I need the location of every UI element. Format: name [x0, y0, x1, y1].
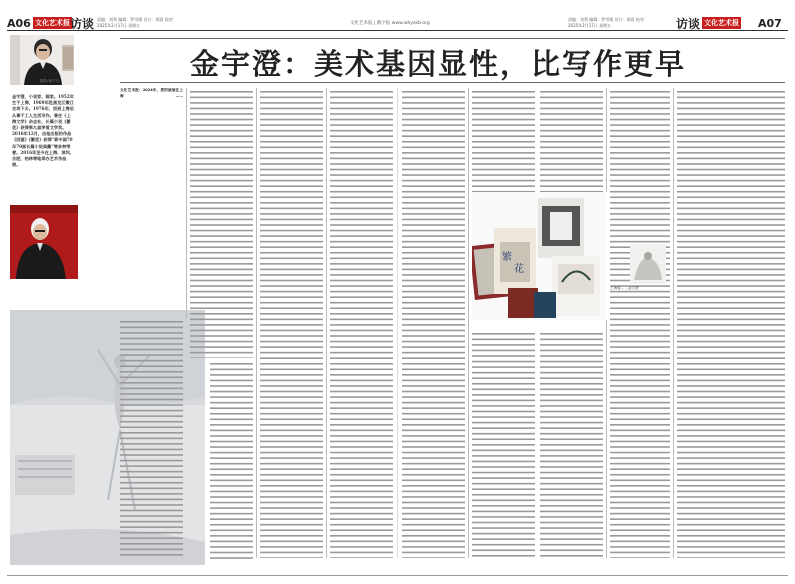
article-column-7 — [402, 88, 465, 558]
article-column-10 — [610, 88, 670, 558]
author-bio: 金宇澄，小说家、画家。1952年生于上海，1969年赴黑龙江嫩江农场下乡。1976年，回到上海后从事于工人生活写作。曾任《上海文学》杂志社、长篇小说《繁花》获得第九届茅盾文学奖。2016年12月，由他出版的作品《回望》《繁花》获得“新中国70年70部长篇小说典藏”等多种荣誉。2016年至今在上海、深圳、合肥、柏林等地举办艺术作品展。 — [12, 94, 74, 168]
right-photo-caption: 上海卷……金宇澄 — [610, 286, 639, 290]
intro-question: 文化艺术报：2024年，您的画展在上海…… — [120, 88, 183, 98]
column-divider — [256, 88, 257, 558]
column-divider — [326, 88, 327, 558]
bottom-rule — [7, 575, 788, 576]
article-column-12 — [472, 330, 535, 558]
right-page-number: A07 — [758, 17, 782, 30]
right-column-tag: 访谈 — [676, 17, 701, 31]
svg-text:繁: 繁 — [502, 252, 512, 263]
author-photo-red-background — [10, 205, 78, 279]
article-column-6 — [210, 360, 253, 560]
left-meta-line2: 2025年2月17日 星期五 — [97, 23, 141, 28]
svg-text:花: 花 — [514, 264, 524, 275]
small-painting-right — [630, 244, 666, 284]
book-covers-image — [472, 192, 607, 320]
article-column-3 — [260, 88, 323, 558]
right-meta-line2: 2025年2月17日 星期五 — [568, 23, 612, 28]
left-masthead: 文化艺术报 — [35, 18, 70, 27]
gutter — [397, 88, 398, 558]
headline-rule-top — [120, 38, 785, 39]
left-page-number: A06 — [7, 17, 31, 30]
center-header: 文化艺术报 | 数字报 www.whyskb.org — [350, 21, 430, 26]
book-covers-caption — [472, 322, 607, 330]
left-meta-line1: 责编：刘利 编辑：罗雪晴 设计：郑爱 校对： — [97, 17, 177, 22]
article-column-2 — [190, 88, 253, 358]
portrait-photo-caption: 摄影/杨不凡 — [40, 79, 60, 83]
left-column-tag: 访谈 — [70, 17, 95, 31]
right-masthead: 文化艺术报 — [704, 18, 739, 27]
headline-rule-bottom — [120, 82, 785, 83]
article-column-5 — [120, 318, 183, 558]
article-column-4 — [330, 88, 393, 558]
column-divider — [186, 88, 187, 318]
top-rule — [7, 30, 788, 31]
article-column-1 — [120, 88, 183, 308]
headline: 金宇澄：美术基因显性，比写作更早 — [190, 47, 687, 81]
article-column-13 — [540, 330, 603, 558]
column-divider — [673, 88, 674, 558]
right-meta-line1: 责编：刘利 编辑：罗雪晴 设计：郑爱 校对： — [568, 17, 648, 22]
article-column-11 — [677, 88, 785, 558]
portrait-photo — [10, 35, 74, 85]
column-divider — [468, 88, 469, 558]
